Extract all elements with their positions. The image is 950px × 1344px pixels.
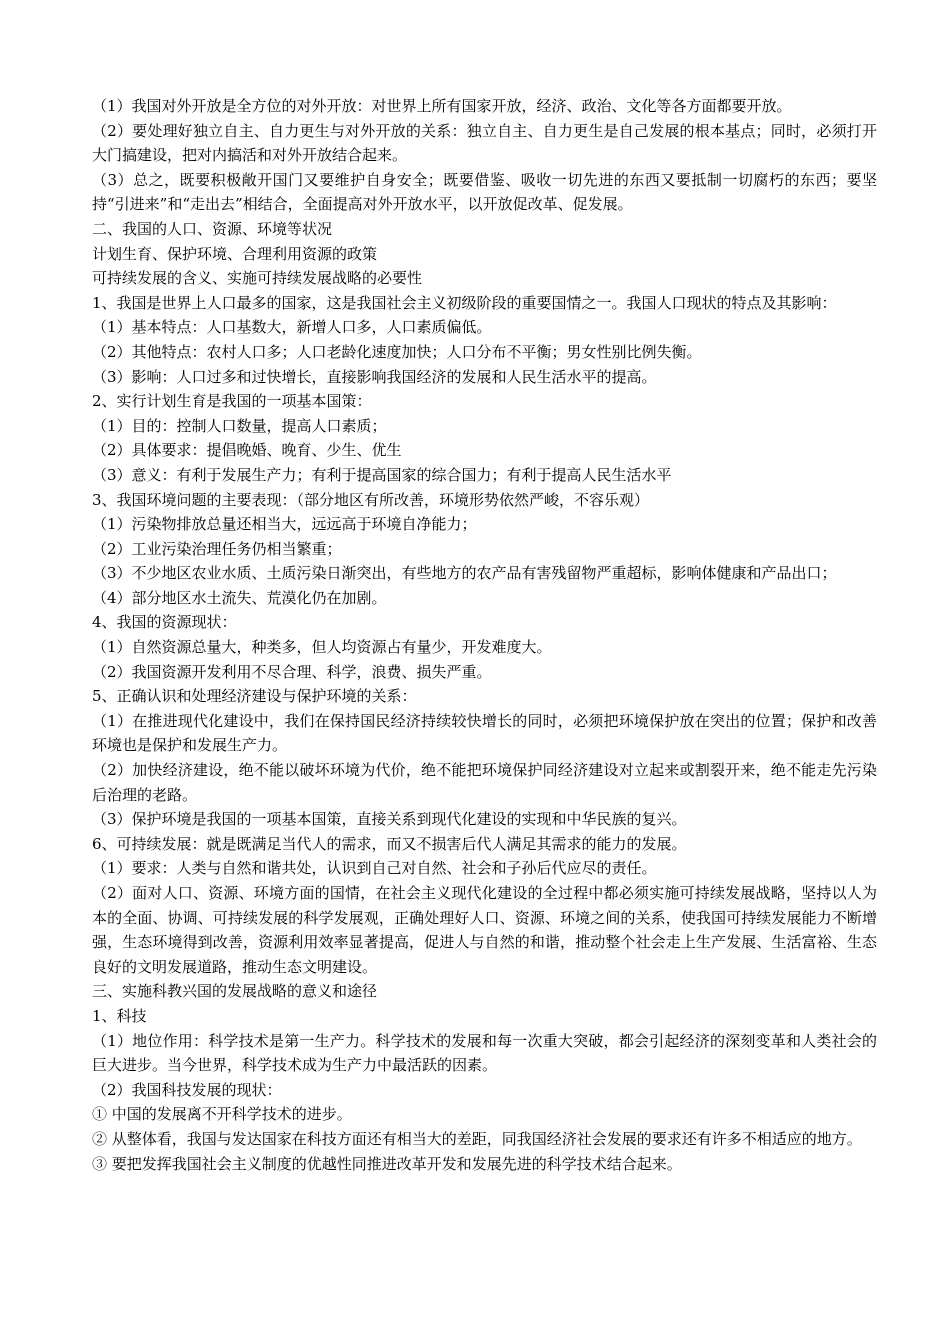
technology-status-1: ① 中国的发展离不开科学技术的进步。 [92, 1105, 352, 1124]
item-family-planning: 2、实行计划生育是我国的一项基本国策： [92, 392, 372, 411]
document-page [92, 94, 877, 1176]
section-heading-3: 三、实施科教兴国的发展战略的意义和途径 [92, 982, 378, 1001]
paragraph-opening-scope: （1）我国对外开放是全方位的对外开放：对世界上所有国家开放，经济、政治、文化等各方面都要开放。 [92, 97, 792, 115]
technology-status-2: ② 从整体看，我国与发达国家在科技方面还有相当大的差距，同我国经济社会发展的要求还有许多不相适应的地方。 [92, 1129, 862, 1148]
resources-natural: （1）自然资源总量大，种类多，但人均资源占有量少，开发难度大。 [92, 638, 552, 657]
technology-role: （1）地位作用：科学技术是第一生产力。科学技术的发展和每一次重大突破，都会引起经济的深刻变革和人类社会的巨大进步。当今世界，科学技术成为生产力中最活跃的因素。 [92, 1031, 877, 1075]
economy-environment-3: （3）保护环境是我国的一项基本国策，直接关系到现代化建设的实现和中华民族的复兴。 [92, 810, 687, 829]
item-resources: 4、我国的资源现状： [92, 613, 237, 632]
subheading-policy: 计划生育、保护环境、合理利用资源的政策 [92, 244, 378, 263]
population-basic: （1）基本特点：人口基数大，新增人口多，人口素质偏低。 [92, 318, 492, 337]
population-impact: （3）影响：人口过多和过快增长，直接影响我国经济的发展和人民生活水平的提高。 [92, 367, 657, 386]
item-population: 1、我国是世界上人口最多的国家，这是我国社会主义初级阶段的重要国情之一。我国人口现状的特点及其影响： [92, 293, 837, 312]
item-economy-environment: 5、正确认识和处理经济建设与保护环境的关系： [92, 687, 417, 706]
sustainable-strategy: （2）面对人口、资源、环境方面的国情，在社会主义现代化建设的全过程中都必须实施可持续发展战略，坚持以人为本的全面、协调、可持续发展的科学发展观，正确处理好人口、资源、环境之间的关系，使我国可持续发展能力不断增强，生态环境得到改善，资源利用效率显著提高，促进人与自然的和谐，推动整个社会走上生产发展、生活富裕、生态良好的文明发展道路，推动生态文明建设。 [92, 884, 877, 976]
subheading-sustainable: 可持续发展的含义、实施可持续发展战略的必要性 [92, 269, 423, 288]
item-environment: 3、我国环境问题的主要表现：（部分地区有所改善，环境形势依然严峻，不容乐观） [92, 490, 650, 509]
planning-significance: （3）意义：有利于发展生产力；有利于提高国家的综合国力；有利于提高人民生活水平 [92, 465, 672, 484]
item-sustainable-development: 6、可持续发展：就是既满足当代人的需求，而又不损害后代人满足其需求的能力的发展。 [92, 834, 687, 853]
technology-status-3: ③ 要把发挥我国社会主义制度的优越性同推进改革开发和发展先进的科学技术结合起来。 [92, 1154, 682, 1173]
technology-status: （2）我国科技发展的现状： [92, 1080, 282, 1099]
environment-erosion: （4）部分地区水土流失、荒漠化仍在加剧。 [92, 588, 387, 607]
section-heading-2: 二、我国的人口、资源、环境等状况 [92, 219, 333, 238]
planning-requirements: （2）具体要求：提倡晚婚、晚育、少生、优生 [92, 441, 402, 460]
economy-environment-1: （1）在推进现代化建设中，我们在保持国民经济持续较快增长的同时，必须把环境保护放在突出的位置；保护和改善环境也是保护和发展生产力。 [92, 711, 877, 755]
paragraph-independence: （2）要处理好独立自主、自力更生与对外开放的关系：独立自主、自力更生是自己发展的根本基点；同时，必须打开大门搞建设，把对内搞活和对外开放结合起来。 [92, 121, 877, 165]
economy-environment-2: （2）加快经济建设，绝不能以破坏环境为代价，绝不能把环境保护同经济建设对立起来或割裂开来，绝不能走先污染后治理的老路。 [92, 761, 877, 804]
planning-goal: （1）目的：控制人口数量，提高人口素质； [92, 416, 387, 435]
sustainable-requirement: （1）要求：人类与自然和谐共处，认识到自己对自然、社会和子孙后代应尽的责任。 [92, 859, 657, 878]
environment-agriculture: （3）不少地区农业水质、土质污染日渐突出，有些地方的农产品有害残留物严重超标，影响体健康和产品出口； [92, 564, 837, 583]
paragraph-summary: （3）总之，既要积极敞开国门又要维护自身安全；既要借鉴、吸收一切先进的东西又要抵制一切腐朽的东西；要坚持“引进来”和“走出去”相结合，全面提高对外开放水平，以开放促改革、促发展。 [92, 170, 877, 214]
environment-pollutants: （1）污染物排放总量还相当大，远远高于环境自净能力； [92, 515, 477, 534]
item-technology: 1、科技 [92, 1006, 147, 1025]
environment-industrial: （2）工业污染治理任务仍相当繁重； [92, 539, 342, 558]
resources-utilization: （2）我国资源开发利用不尽合理、科学，浪费、损失严重。 [92, 662, 492, 681]
population-other: （2）其他特点：农村人口多；人口老龄化速度加快；人口分布不平衡；男女性别比例失衡。 [92, 342, 702, 361]
